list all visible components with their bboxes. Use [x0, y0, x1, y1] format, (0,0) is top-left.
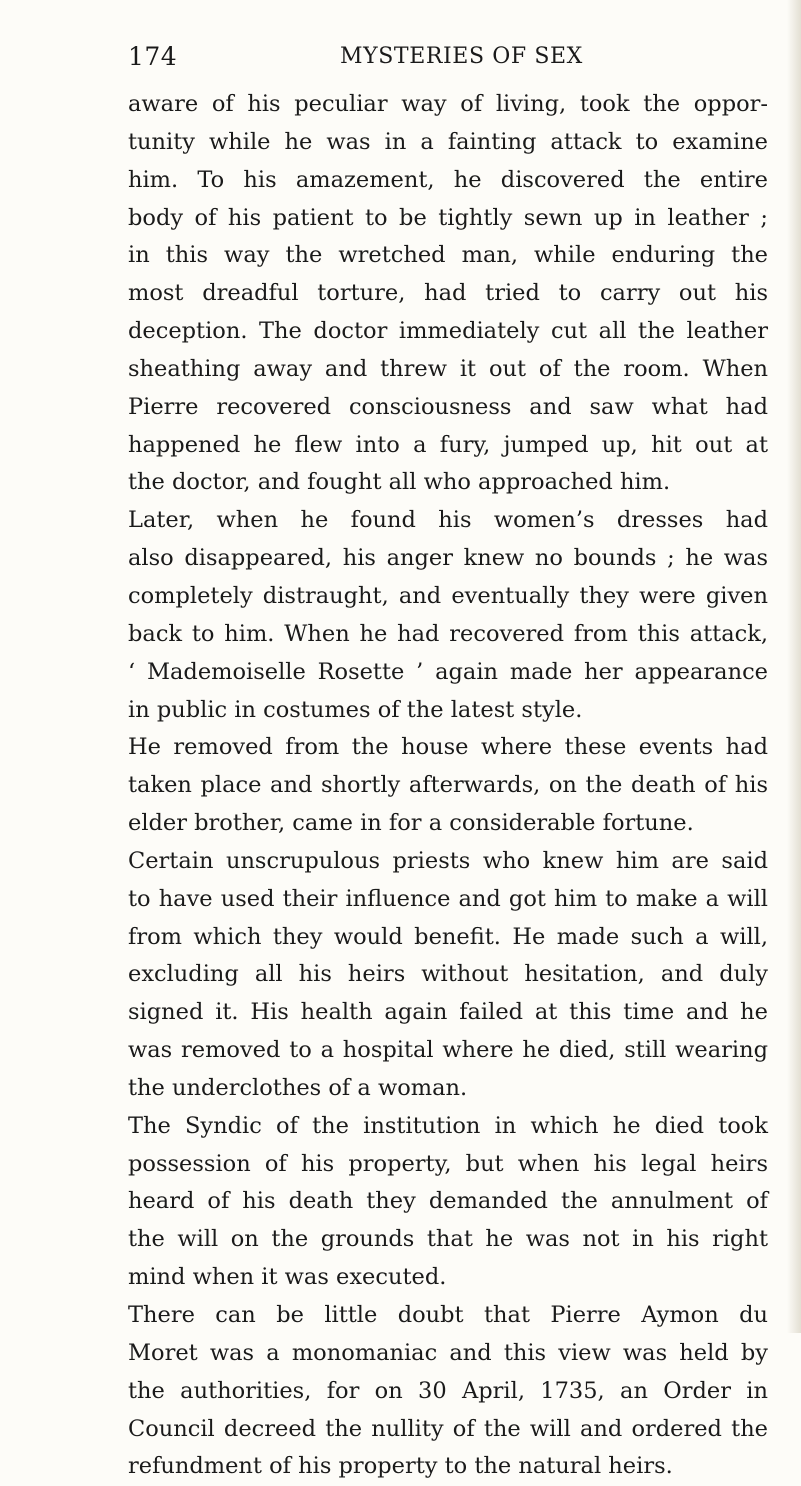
text-line: aware of his peculiar way of living, took the oppor- [128, 91, 768, 117]
text-line: happened he flew into a fury, jumped up, hit out at [128, 431, 768, 458]
text-line: him. To his amazement, he discovered the entire [128, 166, 768, 193]
text-line: tunity while he was in a fainting attack to examine [128, 128, 768, 155]
text-line: He removed from the house where these events had [128, 734, 768, 761]
text-line: completely distraught, and eventually they were given [128, 582, 768, 609]
body-text [128, 86, 768, 1486]
page-edge-shadow [787, 0, 801, 1333]
page-number: 174 [128, 42, 178, 71]
text-line: possession of his property, but when his legal heirs [128, 1150, 768, 1177]
text-line: deception. The doctor immediately cut all the leather [128, 318, 768, 345]
text-line: refundment of his property to the natural heirs. [128, 1453, 673, 1480]
text-line: Moret was a monomaniac and this view was held by [128, 1339, 768, 1366]
text-line: most dreadful torture, had tried to carry out his [128, 280, 768, 307]
text-line: There can be little doubt that Pierre Aymon du [128, 1302, 768, 1328]
text-line: also disappeared, his anger knew no bounds ; he was [128, 545, 768, 572]
text-line: Pierre recovered consciousness and saw what had [128, 393, 768, 420]
text-line: ‘ Mademoiselle Rosette ’ again made her appearance [128, 658, 768, 685]
text-line: in public in costumes of the latest style. [128, 696, 583, 723]
text-line: was removed to a hospital where he died, still wearing [128, 1037, 768, 1064]
text-line: the authorities, for on 30 April, 1735, an Order in [128, 1377, 768, 1404]
text-line: the doctor, and fought all who approached him. [128, 469, 671, 496]
text-line: signed it. His health again failed at this time and he [128, 999, 768, 1026]
text-line: heard of his death they demanded the annulment of [128, 1188, 768, 1215]
text-line: body of his patient to be tightly sewn up in leather ; [128, 204, 768, 231]
running-title: MYSTERIES OF SEX [340, 44, 583, 69]
text-line: excluding all his heirs without hesitation, and duly [128, 961, 768, 988]
running-head [128, 42, 768, 78]
text-line: to have used their influence and got him to make a will [128, 885, 768, 912]
text-line: the will on the grounds that he was not in his right [128, 1226, 768, 1253]
text-line: from which they would benefit. He made such a will, [128, 923, 768, 950]
text-line: mind when it was executed. [128, 1264, 447, 1291]
text-line: the underclothes of a woman. [128, 1074, 468, 1101]
text-line: in this way the wretched man, while enduring the [128, 242, 768, 269]
text-line: Certain unscrupulous priests who knew him are said [128, 847, 768, 874]
text-line: back to him. When he had recovered from this attack, [128, 620, 768, 647]
text-line: elder brother, came in for a considerable fortune. [128, 810, 694, 837]
text-line: taken place and shortly afterwards, on the death of his [128, 772, 768, 799]
text-line: Later, when he found his women’s dresses had [128, 507, 768, 534]
text-line: The Syndic of the institution in which he died took [128, 1112, 768, 1139]
text-line: sheathing away and threw it out of the room. When [128, 355, 768, 382]
text-line: Council decreed the nullity of the will and ordered the [128, 1415, 768, 1442]
